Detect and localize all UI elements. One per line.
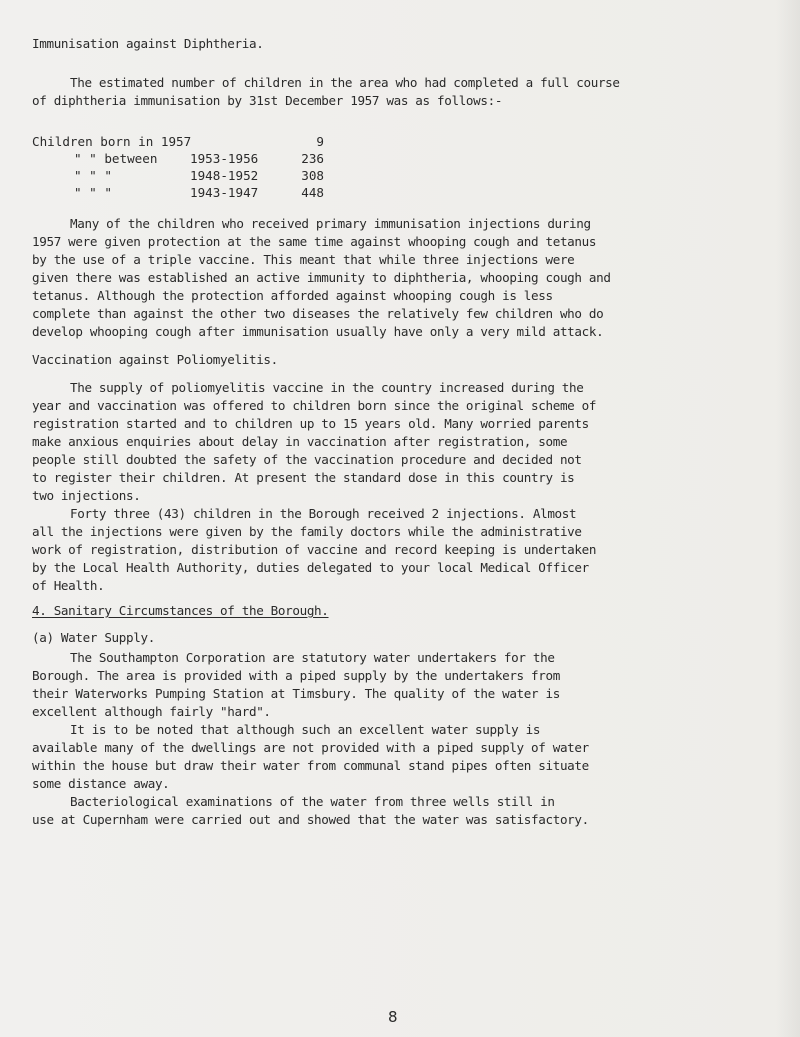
row-label: " " ": [74, 185, 112, 200]
paragraph-line: use at Cupernham were carried out and showed that the water was satisfactory.: [32, 812, 589, 827]
paragraph-line: excellent although fairly "hard".: [32, 704, 271, 719]
paragraph-line: Borough. The area is provided with a piped supply by the undertakers from: [32, 668, 560, 683]
paragraph-line: The Southampton Corporation are statutory water undertakers for the: [70, 650, 555, 665]
paragraph-line: available many of the dwellings are not provided with a piped supply of water: [32, 740, 589, 755]
intro-line: of diphtheria immunisation by 31st December 1957 was as follows:-: [32, 93, 503, 108]
paragraph-line: two injections.: [32, 488, 141, 503]
row-label: " " between: [74, 151, 158, 166]
paragraph-line: year and vaccination was offered to children born since the original scheme of: [32, 398, 597, 413]
row-label: Children born in 1957: [32, 134, 192, 149]
paragraph-line: work of registration, distribution of vaccine and record keeping is undertaken: [32, 542, 597, 557]
paragraph-line: some distance away.: [32, 776, 170, 791]
paragraph-line: their Waterworks Pumping Station at Timsbury. The quality of the water is: [32, 686, 560, 701]
paragraph-line: to register their children. At present the standard dose in this country is: [32, 470, 575, 485]
paragraph-line: people still doubted the safety of the vaccination procedure and decided not: [32, 452, 582, 467]
paragraph-line: tetanus. Although the protection afforded against whooping cough is less: [32, 288, 553, 303]
paragraph-line: Many of the children who received primary immunisation injections during: [70, 216, 591, 231]
paragraph-line: make anxious enquiries about delay in vaccination after registration, some: [32, 434, 568, 449]
row-count: 448: [301, 185, 324, 200]
row-range: 1953-1956: [190, 151, 259, 166]
paragraph-line: 1957 were given protection at the same time against whooping cough and tetanus: [32, 234, 597, 249]
paragraph-line: develop whooping cough after immunisation usually have only a very mild attack.: [32, 324, 604, 339]
paragraph-line: by the use of a triple vaccine. This meant that while three injections were: [32, 252, 575, 267]
paragraph-line: It is to be noted that although such an excellent water supply is: [70, 722, 541, 737]
paragraph-line: all the injections were given by the family doctors while the administrative: [32, 524, 582, 539]
page-number: 8: [388, 1008, 398, 1026]
row-range: 1948-1952: [190, 168, 259, 183]
paragraph-line: Forty three (43) children in the Borough received 2 injections. Almost: [70, 506, 577, 521]
heading-immunisation: Immunisation against Diphtheria.: [32, 36, 264, 51]
paragraph-line: within the house but draw their water from communal stand pipes often situate: [32, 758, 589, 773]
paragraph-line: The supply of poliomyelitis vaccine in the country increased during the: [70, 380, 584, 395]
paragraph-line: Bacteriological examinations of the water from three wells still in: [70, 794, 555, 809]
intro-line: The estimated number of children in the area who had completed a full course: [70, 75, 620, 90]
row-count: 9: [316, 134, 324, 149]
heading-water: (a) Water Supply.: [32, 630, 155, 645]
paragraph-line: given there was established an active immunity to diphtheria, whooping cough and: [32, 270, 611, 285]
paragraph-line: complete than against the other two diseases the relatively few children who do: [32, 306, 604, 321]
row-range: 1943-1947: [190, 185, 259, 200]
paragraph-line: of Health.: [32, 578, 105, 593]
paragraph-line: registration started and to children up to 15 years old. Many worried parents: [32, 416, 589, 431]
row-count: 236: [301, 151, 324, 166]
row-count: 308: [301, 168, 324, 183]
row-label: " " ": [74, 168, 112, 183]
heading-sanitary: 4. Sanitary Circumstances of the Borough.: [32, 603, 329, 618]
paragraph-line: by the Local Health Authority, duties delegated to your local Medical Officer: [32, 560, 589, 575]
heading-polio: Vaccination against Poliomyelitis.: [32, 352, 278, 367]
